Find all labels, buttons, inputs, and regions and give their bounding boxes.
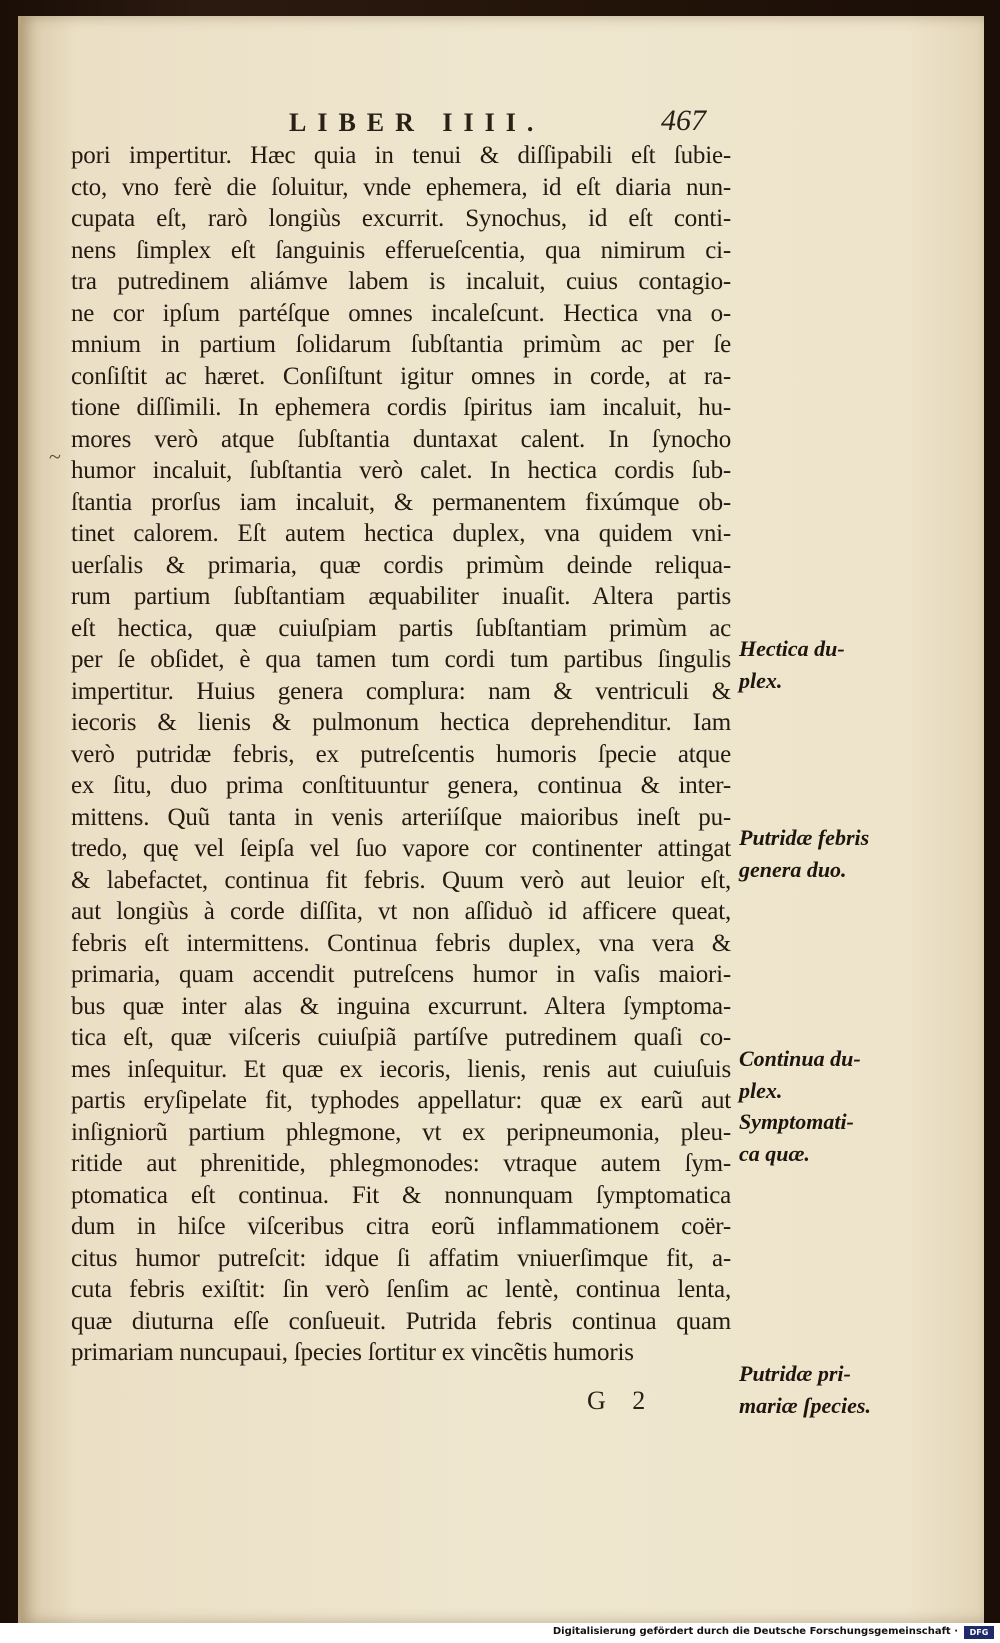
text-line: ritide aut phrenitide, phlegmonodes: vtraque autem ſym-: [71, 1150, 731, 1177]
footer-bar: [0, 1623, 1000, 1643]
margin-note-line: ca quæ.: [739, 1140, 810, 1166]
text-line: mnium in partium ſolidarum ſubſtantia primùm ac per ſe: [71, 331, 731, 358]
text-line: mittens. Quũ tanta in venis arteriíſque maioribus ineſt pu-: [71, 803, 731, 831]
margin-note-line: Continua du-: [739, 1046, 861, 1071]
text-line: tica eſt, quæ viſceris cuiuſpiã partíſve putredinem quaſi co-: [71, 1024, 731, 1051]
margin-note-symptomatica: [739, 1106, 879, 1169]
margin-note-line: plex.: [739, 1077, 783, 1103]
margin-note-line: Putridæ febris: [739, 825, 870, 850]
text-line: iecoris & lienis & pulmonum hectica deprehenditur. Iam: [71, 709, 731, 736]
text-line: cuta febris exiſtit: ſin verò ſenſim ac lentè, continua lenta,: [71, 1276, 731, 1303]
text-line: bus quæ inter alas & inguina excurrunt. Altera ſymptoma-: [71, 992, 731, 1020]
text-line: verò putridæ febris, ex putreſcentis humoris ſpecie atque: [71, 740, 731, 768]
text-line: tredo, quę vel ſeipſa vel ſuo vapore cor continenter attingat: [71, 835, 731, 862]
text-line: humor incaluit, ſubſtantia verò calet. In hectica cordis ſub-: [71, 457, 731, 484]
text-line: ſtantia prorſus iam incaluit, & permanentem fixúmque ob-: [71, 488, 731, 516]
text-line: ne cor ipſum partéſque omnes incaleſcunt. Hectica vna o-: [71, 299, 731, 327]
text-line: cto, vno ferè die ſoluitur, vnde ephemera, id eſt diaria nun-: [71, 173, 731, 201]
text-line: citus humor putreſcit: idque ſi affatim vniuerſimque fit, a-: [71, 1244, 731, 1272]
text-line: quæ diuturna eſſe conſueuit. Putrida febris continua quam: [71, 1307, 731, 1335]
text-line: mores verò atque ſubſtantia duntaxat calent. In ſynocho: [71, 425, 731, 453]
text-line: ptomatica eſt continua. Fit & nonnunquam ſymptomatica: [71, 1181, 731, 1209]
text-line: eſt hectica, quæ cuiuſpiam partis ſubſtantiam primùm ac: [71, 614, 731, 642]
text-line: aut longiùs à corde diſſita, vt non aſſiduò id afficere queat,: [71, 898, 731, 925]
margin-note-line: mariæ ſpecies.: [739, 1392, 871, 1418]
folio-number: 467: [661, 104, 706, 137]
funding-credit: Digitalisierung gefördert durch die Deutsche Forschungsgemeinschaft ·: [552, 1626, 958, 1637]
text-line: febris eſt intermittens. Continua febris duplex, vna vera &: [71, 929, 731, 957]
text-line: uerſalis & primaria, quæ cordis primùm deinde reliqua-: [71, 551, 731, 579]
text-line: ex ſitu, duo prima conſtituuntur genera, continua & inter-: [71, 772, 731, 799]
margin-note-continua: [739, 1043, 879, 1106]
body-text: [71, 140, 731, 1369]
margin-note-putridae-febris: [739, 822, 879, 885]
text-line: tinet calorem. Eſt autem hectica duplex, vna quidem vni-: [71, 520, 731, 547]
book-page: [18, 16, 984, 1623]
text-line: pori impertitur. Hæc quia in tenui & diſſipabili eſt ſubie-: [71, 142, 731, 169]
edge-mark: ~: [49, 444, 61, 469]
text-line: tione diſſimili. In ephemera cordis ſpiritus iam incaluit, hu-: [71, 394, 731, 421]
margin-note-hectica: [739, 633, 879, 696]
text-line: partis eryſipelate fit, typhodes appellatur: quæ ex earũ aut: [71, 1087, 731, 1114]
margin-note-line: genera duo.: [739, 856, 847, 882]
margin-note-line: Symptomati-: [739, 1109, 854, 1134]
text-line: impertitur. Huius genera complura: nam & ventriculi &: [71, 677, 731, 705]
text-line: dum in hiſce viſceribus citra eorũ inflammationem coër-: [71, 1213, 731, 1240]
text-line: nens ſimplex eſt ſanguinis efferueſcentia, qua nimirum ci-: [71, 236, 731, 264]
running-head: LIBER IIII.: [289, 108, 545, 137]
text-line: primariam nuncupaui, ſpecies ſortitur ex vincẽtis humoris: [71, 1339, 634, 1366]
margin-note-line: Putridæ pri-: [739, 1361, 851, 1386]
margin-note-putridae-primariae: [739, 1358, 879, 1421]
text-line: rum partium ſubſtantiam æquabiliter inuaſit. Altera partis: [71, 583, 731, 610]
margin-note-line: Hectica du-: [739, 636, 845, 661]
text-line: & labefactet, continua fit febris. Quum verò aut leuior eſt,: [71, 866, 731, 894]
text-line: cupata eſt, rarò longiùs excurrit. Synochus, id eſt conti-: [71, 205, 731, 232]
dfg-logo: DFG: [964, 1626, 994, 1639]
text-line: tra putredinem aliámve labem is incaluit, cuius contagio-: [71, 268, 731, 295]
signature-mark: G 2: [587, 1386, 656, 1415]
text-line: mes inſequitur. Et quæ ex iecoris, lienis, renis aut cuiuſuis: [71, 1055, 731, 1083]
margin-note-line: plex.: [739, 667, 783, 693]
text-line: inſigniorũ partium phlegmone, vt ex peripneumonia, pleu-: [71, 1118, 731, 1146]
text-line: conſiſtit ac hæret. Conſiſtunt igitur omnes in corde, at ra-: [71, 362, 731, 390]
text-line: primaria, quam accendit putreſcens humor in vaſis maiori-: [71, 961, 731, 988]
text-line: per ſe obſidet, è qua tamen tum cordi tum partibus ſingulis: [71, 646, 731, 673]
